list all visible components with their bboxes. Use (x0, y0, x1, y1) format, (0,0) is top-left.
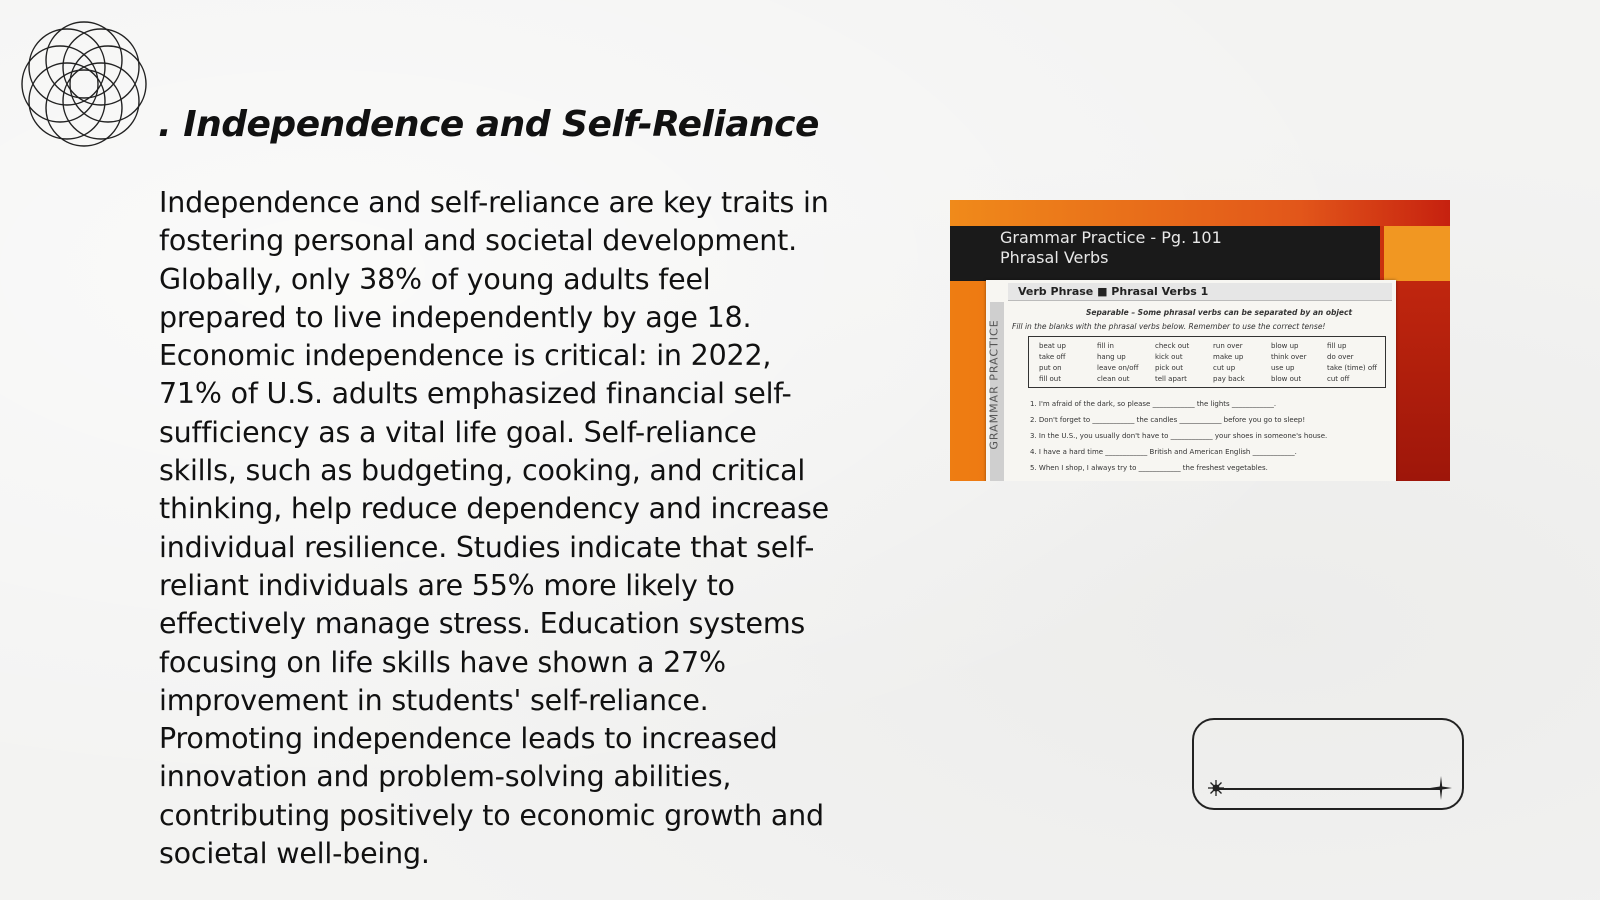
word-bank-column (1327, 341, 1377, 385)
word-bank-item: blow out (1271, 375, 1302, 383)
word-bank-item: fill in (1097, 342, 1114, 350)
worksheet-separable-note: Separable – Some phrasal verbs can be separated by an object (1086, 308, 1353, 317)
word-bank-item: make up (1213, 353, 1244, 361)
worksheet-side-label: GRAMMAR PRACTICE (987, 319, 1001, 450)
word-bank-item: kick out (1155, 353, 1183, 361)
exercise-item: 4. I have a hard time ____________ British and American English ____________. (1030, 448, 1297, 456)
card-divider-line (1218, 788, 1442, 790)
word-bank-item: pay back (1213, 375, 1245, 383)
word-bank-item: blow up (1271, 342, 1299, 350)
word-bank-item: put on (1039, 364, 1062, 372)
exercise-item: 3. In the U.S., you usually don't have to ____________ your shoes in someone's house. (1030, 432, 1328, 440)
word-bank-item: do over (1327, 353, 1354, 361)
word-bank-item: pick out (1155, 364, 1183, 372)
circle-rosette-icon (10, 10, 158, 158)
word-bank-column (1271, 341, 1306, 385)
word-bank-item: leave on/off (1097, 364, 1139, 372)
word-bank-item: take (time) off (1327, 364, 1377, 372)
worksheet-title: Verb Phrase ■ Phrasal Verbs 1 (1018, 285, 1209, 298)
body-paragraph: Independence and self-reliance are key traits in fostering personal and societal development. Globally, only 38% of young adults feel prepared to live independently by age 18. Economic independence is critical: in 2022, 71% of U.S. adults emphasized financial self-sufficiency as a vital life goal. Self-reliance skills, such as budgeting, cooking, and critical thinking, help reduce dependency and increase individual resilience. Studies indicate that self-reliant individuals are 55% more likely to effectively manage stress. Education systems focusing on life skills have shown a 27% improvement in students' self-reliance. Promoting independence leads to increased innovation and problem-solving abilities, contributing positively to economic growth and societal well-being. (159, 186, 830, 871)
word-bank-item: fill out (1039, 375, 1061, 383)
word-bank-item: take off (1039, 353, 1066, 361)
grammar-practice-image (950, 200, 1450, 481)
image-orange-band (950, 200, 1450, 226)
worksheet-instructions: Fill in the blanks with the phrasal verbs below. Remember to use the correct tense! (1012, 322, 1326, 331)
word-bank-item: use up (1271, 364, 1295, 372)
image-header-title: Grammar Practice - Pg. 101 (1000, 228, 1222, 247)
image-orange-block (1384, 226, 1450, 281)
slide-title: . Independence and Self-Reliance (158, 104, 819, 145)
word-bank-box (1028, 336, 1386, 388)
word-bank-item: cut off (1327, 375, 1350, 383)
word-bank-item: check out (1155, 342, 1190, 350)
exercise-item: 2. Don't forget to ____________ the candles ____________ before you go to sleep! (1030, 416, 1306, 424)
word-bank-item: think over (1271, 353, 1307, 361)
word-bank-item: hang up (1097, 353, 1126, 361)
exercise-item: 1. I'm afraid of the dark, so please ____________ the lights ____________. (1030, 400, 1277, 408)
exercise-list (1030, 400, 1390, 480)
exercise-item: 5. When I shop, I always try to ____________ the freshest vegetables. (1030, 464, 1268, 472)
word-bank-column (1039, 341, 1066, 385)
word-bank-item: run over (1213, 342, 1243, 350)
image-header-subtitle: Phrasal Verbs (1000, 248, 1109, 267)
word-bank-column (1213, 341, 1245, 385)
decorative-card (1192, 718, 1464, 810)
word-bank-column (1097, 341, 1138, 385)
word-bank-item: beat up (1039, 342, 1066, 350)
four-point-star-icon (1430, 776, 1452, 800)
word-bank-item: clean out (1097, 375, 1130, 383)
word-bank-item: fill up (1327, 342, 1347, 350)
word-bank-column (1155, 341, 1189, 385)
worksheet-paper (986, 280, 1396, 481)
word-bank-item: tell apart (1155, 375, 1187, 383)
word-bank-item: cut up (1213, 364, 1236, 372)
